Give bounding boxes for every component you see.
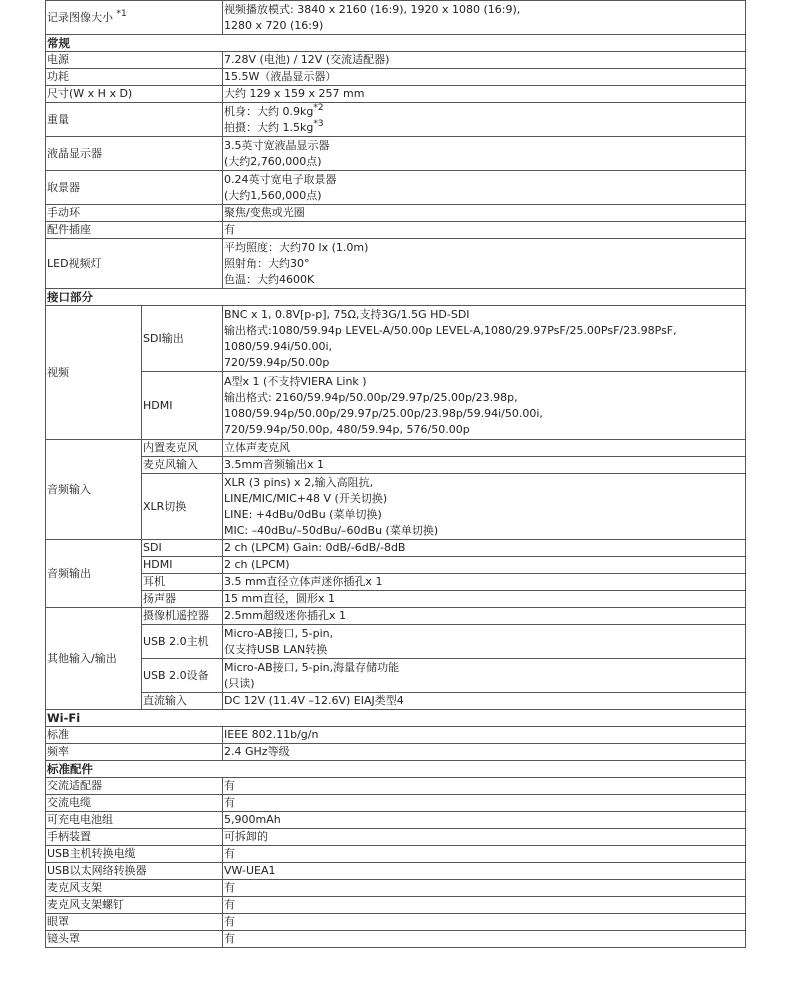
accessory-label: 麦克风支架 bbox=[46, 880, 223, 897]
accessory-label: 镜头罩 bbox=[46, 931, 223, 948]
spec-value-line: XLR (3 pins) x 2,输入高阻抗, bbox=[224, 475, 374, 489]
spec-value-line: 输出格式:1080/59.94p LEVEL-A/50.00p LEVEL-A,1080/29.97PsF/25.00PsF/23.98PsF, bbox=[224, 323, 677, 337]
spec-label: 功耗 bbox=[46, 69, 223, 86]
spec-value: DC 12V (11.4V –12.6V) EIAJ类型4 bbox=[223, 693, 746, 710]
spec-row-speaker bbox=[46, 591, 746, 608]
accessory-row bbox=[46, 914, 746, 931]
accessory-value: 有 bbox=[223, 778, 746, 795]
spec-value-line: 视频播放模式: 3840 x 2160 (16:9), 1920 x 1080 (16:9), bbox=[224, 2, 521, 16]
accessory-value: VW-UEA1 bbox=[223, 863, 746, 880]
section-header-wifi bbox=[46, 710, 746, 727]
spec-row-dc-in bbox=[46, 693, 746, 710]
section-header-interface bbox=[46, 289, 746, 306]
spec-label: 记录图像大小 bbox=[47, 10, 113, 24]
spec-value-line: BNC x 1, 0.8V[p-p], 75Ω,支持3G/1.5G HD-SDI bbox=[224, 307, 470, 321]
spec-group-label: 音频输入 bbox=[46, 440, 142, 540]
footnote-mark: *2 bbox=[313, 102, 324, 113]
spec-label: HDMI bbox=[142, 557, 223, 574]
spec-label: SDI bbox=[142, 540, 223, 557]
spec-label: XLR切换 bbox=[142, 474, 223, 540]
spec-value: 3.5 mm直径立体声迷你插孔x 1 bbox=[223, 574, 746, 591]
accessory-row bbox=[46, 795, 746, 812]
spec-label: SDI输出 bbox=[142, 306, 223, 372]
spec-label: 电源 bbox=[46, 52, 223, 69]
spec-value-line: (大约2,760,000点) bbox=[224, 154, 322, 168]
accessory-value: 有 bbox=[223, 914, 746, 931]
accessory-label: USB主机转换电缆 bbox=[46, 846, 223, 863]
spec-value-line: (只读) bbox=[224, 676, 255, 690]
spec-row-usb-device bbox=[46, 659, 746, 693]
accessory-label: 可充电电池组 bbox=[46, 812, 223, 829]
spec-row-headphone bbox=[46, 574, 746, 591]
spec-value-line: 照射角：大约30° bbox=[224, 256, 310, 270]
spec-value-line: A型x 1 (不支持VIERA Link ) bbox=[224, 374, 367, 388]
spec-value-line: 720/59.94p/50.00p, 480/59.94p, 576/50.00p bbox=[224, 422, 470, 436]
spec-row-sdi bbox=[46, 306, 746, 372]
spec-label: 手动环 bbox=[46, 205, 223, 222]
accessory-value: 可拆卸的 bbox=[223, 829, 746, 846]
spec-row-aout-hdmi bbox=[46, 557, 746, 574]
spec-value: IEEE 802.11b/g/n bbox=[223, 727, 746, 744]
accessory-label: 交流电缆 bbox=[46, 795, 223, 812]
spec-value-line: 机身：大约 0.9kg bbox=[224, 104, 314, 118]
spec-label: 尺寸(W x H x D) bbox=[46, 86, 223, 103]
spec-row-led bbox=[46, 239, 746, 289]
accessory-value: 有 bbox=[223, 880, 746, 897]
spec-row-shoe bbox=[46, 222, 746, 239]
accessory-row bbox=[46, 897, 746, 914]
spec-value: 2 ch (LPCM) Gain: 0dB/-6dB/-8dB bbox=[223, 540, 746, 557]
spec-value-line: 720/59.94p/50.00p bbox=[224, 355, 330, 369]
spec-row-rec-size bbox=[46, 1, 746, 35]
spec-value-line: 3.5英寸宽液晶显示器 bbox=[224, 138, 330, 152]
spec-label: 内置麦克风 bbox=[142, 440, 223, 457]
spec-label: HDMI bbox=[142, 372, 223, 440]
accessory-value: 有 bbox=[223, 795, 746, 812]
accessory-label: 交流适配器 bbox=[46, 778, 223, 795]
spec-value: 15 mm直径，圆形x 1 bbox=[223, 591, 746, 608]
spec-label: LED视频灯 bbox=[46, 239, 223, 289]
spec-row-aout-sdi bbox=[46, 540, 746, 557]
accessory-row bbox=[46, 778, 746, 795]
accessory-label: 手柄装置 bbox=[46, 829, 223, 846]
spec-value: 2.5mm超级迷你插孔x 1 bbox=[223, 608, 746, 625]
footnote-mark: *3 bbox=[313, 118, 324, 129]
spec-row-usb-host bbox=[46, 625, 746, 659]
spec-row-viewfinder bbox=[46, 171, 746, 205]
spec-group-label: 视频 bbox=[46, 306, 142, 440]
spec-row-power bbox=[46, 52, 746, 69]
accessory-label: 眼罩 bbox=[46, 914, 223, 931]
spec-label: 摄像机遥控器 bbox=[142, 608, 223, 625]
spec-label: 扬声器 bbox=[142, 591, 223, 608]
footnote-mark: *1 bbox=[116, 8, 127, 19]
section-title: 接口部分 bbox=[46, 289, 746, 306]
spec-value-line: 拍摄：大约 1.5kg bbox=[224, 120, 314, 134]
spec-label: 耳机 bbox=[142, 574, 223, 591]
accessory-row bbox=[46, 880, 746, 897]
spec-value-line: 仅支持USB LAN转换 bbox=[224, 642, 328, 656]
accessory-row bbox=[46, 931, 746, 948]
spec-row-wifi-frequency bbox=[46, 744, 746, 761]
spec-value: 15.5W（液晶显示器） bbox=[223, 69, 746, 86]
section-title: 常规 bbox=[46, 35, 746, 52]
spec-value: 大约 129 x 159 x 257 mm bbox=[223, 86, 746, 103]
spec-value: 立体声麦克风 bbox=[223, 440, 746, 457]
spec-value-line: 0.24英寸宽电子取景器 bbox=[224, 172, 337, 186]
spec-group-label: 其他输入/输出 bbox=[46, 608, 142, 710]
accessory-value: 5,900mAh bbox=[223, 812, 746, 829]
spec-label: 取景器 bbox=[46, 171, 223, 205]
spec-value: 聚焦/变焦或光圈 bbox=[223, 205, 746, 222]
spec-value-line: 平均照度：大约70 lx (1.0m) bbox=[224, 240, 369, 254]
spec-label: 频率 bbox=[46, 744, 223, 761]
spec-label: USB 2.0设备 bbox=[142, 659, 223, 693]
accessory-label: USB以太网络转换器 bbox=[46, 863, 223, 880]
accessory-value: 有 bbox=[223, 931, 746, 948]
spec-label: 直流输入 bbox=[142, 693, 223, 710]
accessory-row bbox=[46, 863, 746, 880]
accessory-value: 有 bbox=[223, 897, 746, 914]
spec-value: 7.28V (电池) / 12V (交流适配器) bbox=[223, 52, 746, 69]
spec-row-size bbox=[46, 86, 746, 103]
spec-value-line: 1080/59.94p/50.00p/29.97p/25.00p/23.98p/59.94i/50.00i, bbox=[224, 406, 543, 420]
accessory-row bbox=[46, 846, 746, 863]
section-title: 标准配件 bbox=[46, 761, 746, 778]
spec-value-line: (大约1,560,000点) bbox=[224, 188, 322, 202]
spec-row-wifi-standard bbox=[46, 727, 746, 744]
spec-value: 3.5mm音频输出x 1 bbox=[223, 457, 746, 474]
spec-label: 标准 bbox=[46, 727, 223, 744]
spec-row-weight bbox=[46, 103, 746, 137]
spec-row-consumption bbox=[46, 69, 746, 86]
accessory-value: 有 bbox=[223, 846, 746, 863]
spec-value-line: Micro-AB接口, 5-pin,海量存储功能 bbox=[224, 660, 400, 674]
spec-row-mic-builtin bbox=[46, 440, 746, 457]
spec-label: 重量 bbox=[46, 103, 223, 137]
accessory-label: 麦克风支架螺钉 bbox=[46, 897, 223, 914]
spec-value-line: 输出格式: 2160/59.94p/50.00p/29.97p/25.00p/23.98p, bbox=[224, 390, 518, 404]
spec-value-line: Micro-AB接口, 5-pin, bbox=[224, 626, 334, 640]
spec-value-line: LINE: +4dBu/0dBu (菜单切换) bbox=[224, 507, 382, 521]
section-title: Wi-Fi bbox=[46, 710, 746, 727]
spec-row-hdmi bbox=[46, 372, 746, 440]
spec-table bbox=[45, 0, 746, 948]
spec-label: 液晶显示器 bbox=[46, 137, 223, 171]
accessory-row bbox=[46, 812, 746, 829]
spec-value-line: LINE/MIC/MIC+48 V (开关切换) bbox=[224, 491, 388, 505]
spec-value: 有 bbox=[223, 222, 746, 239]
spec-row-ring bbox=[46, 205, 746, 222]
spec-group-label: 音频输出 bbox=[46, 540, 142, 608]
spec-label: 配件插座 bbox=[46, 222, 223, 239]
spec-value: 2.4 GHz等级 bbox=[223, 744, 746, 761]
spec-row-remote bbox=[46, 608, 746, 625]
accessory-row bbox=[46, 829, 746, 846]
spec-row-lcd bbox=[46, 137, 746, 171]
spec-row-mic-in bbox=[46, 457, 746, 474]
spec-value-line: 色温：大约4600K bbox=[224, 272, 315, 286]
section-header-accessories bbox=[46, 761, 746, 778]
spec-value: 2 ch (LPCM) bbox=[223, 557, 746, 574]
section-header-general bbox=[46, 35, 746, 52]
spec-value-line: 1280 x 720 (16:9) bbox=[224, 18, 324, 32]
spec-value-line: MIC: –40dBu/–50dBu/–60dBu (菜单切换) bbox=[224, 523, 439, 537]
spec-row-xlr bbox=[46, 474, 746, 540]
spec-label: USB 2.0主机 bbox=[142, 625, 223, 659]
spec-label: 麦克风输入 bbox=[142, 457, 223, 474]
spec-value-line: 1080/59.94i/50.00i, bbox=[224, 339, 333, 353]
